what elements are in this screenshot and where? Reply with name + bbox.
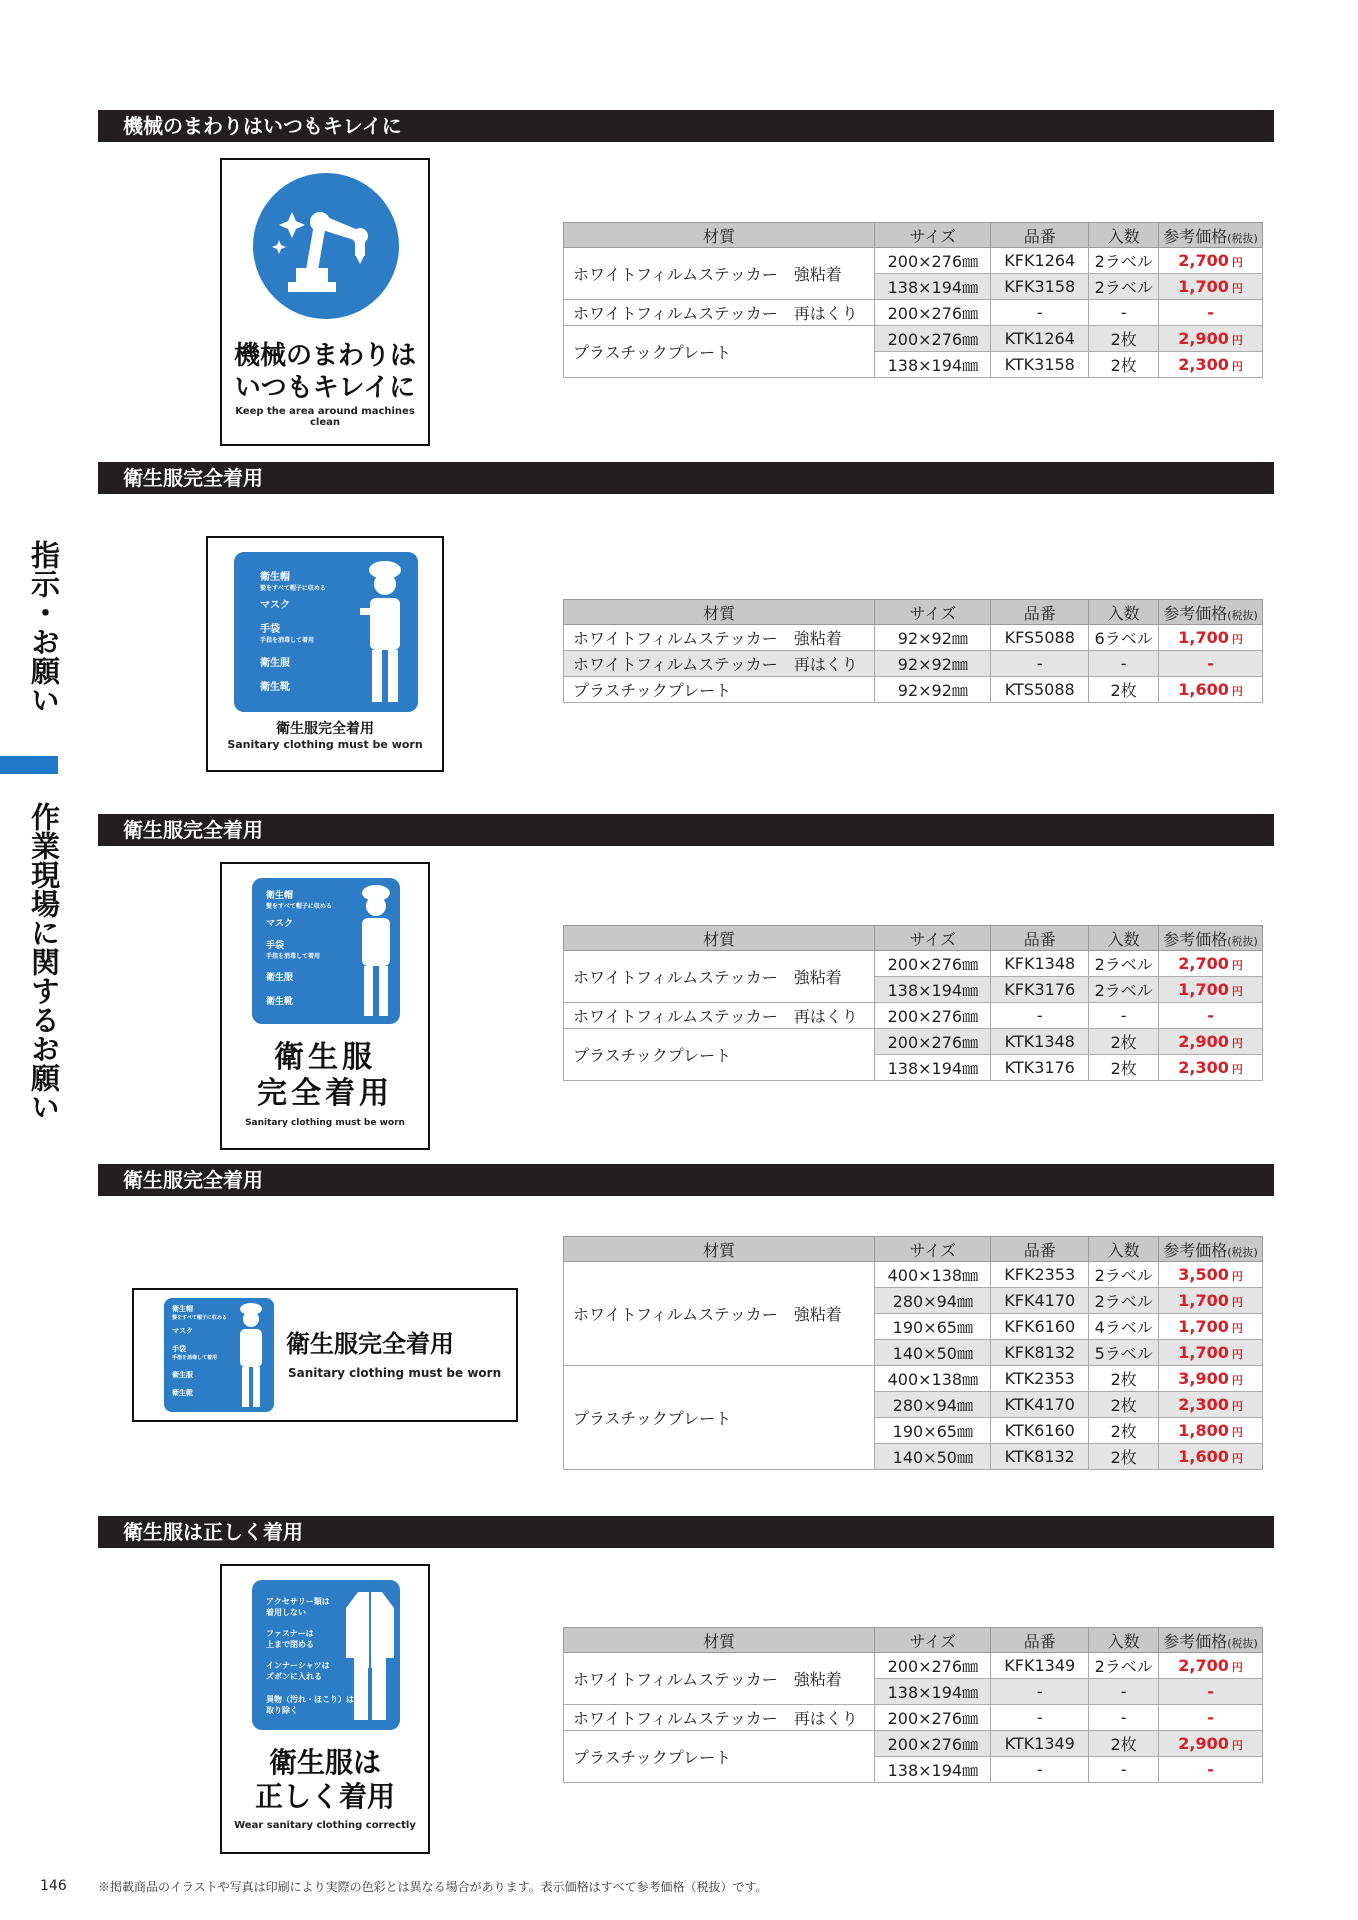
sign-label: 衛生服	[260, 658, 290, 669]
code-cell: KTK1264	[991, 326, 1089, 352]
price-cell: 1,800 円	[1159, 1418, 1263, 1444]
size-cell: 138×194㎜	[875, 1757, 991, 1783]
section-title: 衛生服完全着用	[98, 462, 1274, 494]
material-cell: プラスチックプレート	[564, 677, 875, 703]
header-size: サイズ	[875, 600, 991, 625]
product-sign-image	[206, 536, 444, 772]
material-cell: ホワイトフィルムステッカー 再はくり	[564, 651, 875, 677]
price-cell: -	[1159, 1679, 1263, 1705]
qty-cell: 2ラベル	[1089, 977, 1159, 1003]
code-cell: KTK8132	[991, 1444, 1089, 1470]
header-qty: 入数	[1089, 1237, 1159, 1262]
price-cell: 2,300 円	[1159, 1392, 1263, 1418]
machine-icon	[252, 172, 400, 320]
material-cell: プラスチックプレート	[564, 1366, 875, 1470]
sign-title-line1: 機械のまわりは	[233, 341, 416, 371]
table-row	[564, 951, 1263, 977]
sign-label: マスク	[266, 919, 294, 929]
qty-cell: 2枚	[1089, 1366, 1159, 1392]
size-cell: 200×276㎜	[875, 1003, 991, 1029]
code-cell: KFK3176	[991, 977, 1089, 1003]
header-material: 材質	[564, 600, 875, 625]
size-cell: 200×276㎜	[875, 1653, 991, 1679]
sidebar-accent-bar	[0, 756, 58, 774]
header-price: 参考価格(税抜)	[1159, 1237, 1263, 1262]
size-cell: 138×194㎜	[875, 977, 991, 1003]
sign-title-line2: 完全着用	[257, 1076, 393, 1111]
sign-label: 異物（汚れ・ほこり）は 取り除く	[266, 1695, 354, 1715]
qty-cell: 2枚	[1089, 352, 1159, 378]
header-size: サイズ	[875, 1237, 991, 1262]
size-cell: 280×94㎜	[875, 1288, 991, 1314]
spec-table	[563, 222, 1263, 378]
table-header-row	[564, 1628, 1263, 1653]
material-cell: プラスチックプレート	[564, 1029, 875, 1081]
size-cell: 92×92㎜	[875, 677, 991, 703]
price-cell: 2,700 円	[1159, 1653, 1263, 1679]
header-code: 品番	[991, 600, 1089, 625]
code-cell: KFK1264	[991, 248, 1089, 274]
size-cell: 200×276㎜	[875, 326, 991, 352]
code-cell: KFK1348	[991, 951, 1089, 977]
material-cell: ホワイトフィルムステッカー 強粘着	[564, 1653, 875, 1705]
sign-label: 衛生靴	[266, 997, 294, 1007]
code-cell: KTK6160	[991, 1418, 1089, 1444]
qty-cell: 2ラベル	[1089, 1288, 1159, 1314]
table-row	[564, 1003, 1263, 1029]
worker-icon	[234, 1302, 268, 1410]
header-size: サイズ	[875, 926, 991, 951]
spec-table	[563, 925, 1263, 1081]
size-cell: 200×276㎜	[875, 300, 991, 326]
sign-title-line2: いつもキレイに	[234, 373, 416, 403]
section-title: 衛生服完全着用	[98, 1164, 1274, 1196]
qty-cell: -	[1089, 651, 1159, 677]
product-sign-image	[132, 1288, 518, 1422]
code-cell: KTK3176	[991, 1055, 1089, 1081]
code-cell: KFK2353	[991, 1262, 1089, 1288]
material-cell: ホワイトフィルムステッカー 強粘着	[564, 248, 875, 300]
material-cell: プラスチックプレート	[564, 326, 875, 378]
price-cell: 3,900 円	[1159, 1366, 1263, 1392]
code-cell: -	[991, 1679, 1089, 1705]
table-row	[564, 1029, 1263, 1055]
price-cell: 2,300 円	[1159, 352, 1263, 378]
table-row	[564, 300, 1263, 326]
sign-label: インナーシャツは ズボンに入れる	[266, 1661, 330, 1681]
sign-label: 衛生帽 髪をすべて帽子に収める	[266, 891, 332, 910]
price-cell: 2,900 円	[1159, 326, 1263, 352]
code-cell: KTS5088	[991, 677, 1089, 703]
code-cell: KFK3158	[991, 274, 1089, 300]
price-cell: 2,900 円	[1159, 1731, 1263, 1757]
header-size: サイズ	[875, 1628, 991, 1653]
code-cell: -	[991, 1003, 1089, 1029]
section-title: 機械のまわりはいつもキレイに	[98, 110, 1274, 142]
sign-english-text: Sanitary clothing must be worn	[245, 1118, 405, 1128]
code-cell: KFS5088	[991, 625, 1089, 651]
size-cell: 138×194㎜	[875, 274, 991, 300]
header-material: 材質	[564, 1628, 875, 1653]
header-qty: 入数	[1089, 926, 1159, 951]
sign-label: 衛生帽 髪をすべて帽子に収める	[172, 1305, 227, 1321]
section-title: 衛生服完全着用	[98, 814, 1274, 846]
qty-cell: 5ラベル	[1089, 1340, 1159, 1366]
sign-label: 衛生服	[266, 973, 294, 983]
size-cell: 140×50㎜	[875, 1340, 991, 1366]
price-cell: 2,300 円	[1159, 1055, 1263, 1081]
qty-cell: 2枚	[1089, 1418, 1159, 1444]
sign-label: 衛生靴	[260, 682, 290, 693]
table-row	[564, 1653, 1263, 1679]
size-cell: 400×138㎜	[875, 1366, 991, 1392]
footer-note: ※掲載商品のイラストや写真は印刷により実際の色彩とは異なる場合があります。表示価格はすべて参考価格（税抜）です。	[98, 1880, 768, 1894]
section-title: 衛生服は正しく着用	[98, 1516, 1274, 1548]
sign-label: 手袋 手指を消毒して着用	[260, 624, 315, 644]
qty-cell: -	[1089, 1705, 1159, 1731]
size-cell: 190×65㎜	[875, 1418, 991, 1444]
uniform-icon	[342, 1588, 398, 1726]
size-cell: 140×50㎜	[875, 1444, 991, 1470]
price-cell: -	[1159, 300, 1263, 326]
price-cell: 2,700 円	[1159, 951, 1263, 977]
table-header-row	[564, 1237, 1263, 1262]
header-price: 参考価格(税抜)	[1159, 600, 1263, 625]
qty-cell: 6ラベル	[1089, 625, 1159, 651]
size-cell: 200×276㎜	[875, 1705, 991, 1731]
sign-label: アクセサリー類は 着用しない	[266, 1597, 330, 1617]
code-cell: KTK1349	[991, 1731, 1089, 1757]
code-cell: -	[991, 300, 1089, 326]
product-sign-image	[220, 1564, 430, 1854]
qty-cell: 2枚	[1089, 1731, 1159, 1757]
header-material: 材質	[564, 1237, 875, 1262]
qty-cell: -	[1089, 1757, 1159, 1783]
size-cell: 92×92㎜	[875, 651, 991, 677]
price-cell: 2,700 円	[1159, 248, 1263, 274]
price-cell: 1,700 円	[1159, 625, 1263, 651]
qty-cell: 2枚	[1089, 1392, 1159, 1418]
qty-cell: 2枚	[1089, 677, 1159, 703]
code-cell: KTK1348	[991, 1029, 1089, 1055]
sign-label: マスク	[260, 600, 290, 611]
page-number: 146	[40, 1878, 67, 1894]
size-cell: 280×94㎜	[875, 1392, 991, 1418]
code-cell: KFK4170	[991, 1288, 1089, 1314]
sidebar-category-label: 指示・お願い	[27, 540, 61, 714]
sign-title: 衛生服完全着用	[276, 721, 374, 737]
price-cell: 1,700 円	[1159, 1314, 1263, 1340]
code-cell: KFK1349	[991, 1653, 1089, 1679]
header-qty: 入数	[1089, 1628, 1159, 1653]
header-qty: 入数	[1089, 600, 1159, 625]
price-cell: 1,700 円	[1159, 977, 1263, 1003]
sign-english-text: Wear sanitary clothing correctly	[234, 1820, 416, 1831]
spec-table	[563, 1236, 1263, 1470]
sidebar-subcategory-label: 作業現場に関するお願い	[27, 802, 61, 1121]
product-sign-image	[220, 862, 430, 1150]
code-cell: KTK4170	[991, 1392, 1089, 1418]
table-row	[564, 248, 1263, 274]
qty-cell: 2ラベル	[1089, 951, 1159, 977]
code-cell: -	[991, 1757, 1089, 1783]
price-cell: -	[1159, 1003, 1263, 1029]
qty-cell: -	[1089, 1003, 1159, 1029]
material-cell: ホワイトフィルムステッカー 強粘着	[564, 625, 875, 651]
price-cell: 3,500 円	[1159, 1262, 1263, 1288]
table-row	[564, 677, 1263, 703]
size-cell: 138×194㎜	[875, 1679, 991, 1705]
price-cell: -	[1159, 651, 1263, 677]
table-row	[564, 326, 1263, 352]
header-qty: 入数	[1089, 223, 1159, 248]
product-sign-image	[220, 158, 430, 446]
sign-english-text: Sanitary clothing must be worn	[288, 1366, 502, 1380]
qty-cell: 2枚	[1089, 1029, 1159, 1055]
size-cell: 200×276㎜	[875, 248, 991, 274]
size-cell: 138×194㎜	[875, 352, 991, 378]
header-price: 参考価格(税抜)	[1159, 223, 1263, 248]
size-cell: 200×276㎜	[875, 951, 991, 977]
qty-cell: -	[1089, 300, 1159, 326]
sign-title-line2: 正しく着用	[254, 1780, 395, 1813]
header-code: 品番	[991, 223, 1089, 248]
sign-english-text: Sanitary clothing must be worn	[227, 738, 423, 751]
size-cell: 138×194㎜	[875, 1055, 991, 1081]
price-cell: -	[1159, 1757, 1263, 1783]
size-cell: 200×276㎜	[875, 1029, 991, 1055]
sign-label: 手袋 手指を消毒して着用	[266, 941, 321, 960]
price-cell: 1,700 円	[1159, 1340, 1263, 1366]
qty-cell: 2ラベル	[1089, 248, 1159, 274]
price-cell: 1,600 円	[1159, 677, 1263, 703]
worker-icon	[360, 560, 410, 710]
sign-label: 衛生服	[172, 1371, 193, 1379]
material-cell: ホワイトフィルムステッカー 再はくり	[564, 1003, 875, 1029]
code-cell: KFK8132	[991, 1340, 1089, 1366]
sign-title-line1: 衛生服は	[268, 1746, 381, 1779]
price-cell: 1,700 円	[1159, 274, 1263, 300]
table-row	[564, 1705, 1263, 1731]
size-cell: 92×92㎜	[875, 625, 991, 651]
sign-label: マスク	[172, 1327, 193, 1335]
header-code: 品番	[991, 1628, 1089, 1653]
qty-cell: 4ラベル	[1089, 1314, 1159, 1340]
table-header-row	[564, 223, 1263, 248]
spec-table	[563, 1627, 1263, 1783]
table-header-row	[564, 600, 1263, 625]
header-size: サイズ	[875, 223, 991, 248]
qty-cell: 2枚	[1089, 1055, 1159, 1081]
table-row	[564, 1262, 1263, 1288]
sign-title-line1: 衛生服	[274, 1040, 376, 1075]
header-code: 品番	[991, 926, 1089, 951]
sign-label: ファスナーは 上まで閉める	[266, 1629, 314, 1649]
sign-english-text: Keep the area around machines clean	[235, 406, 415, 428]
material-cell: ホワイトフィルムステッカー 強粘着	[564, 1262, 875, 1366]
qty-cell: 2枚	[1089, 1444, 1159, 1470]
table-row	[564, 625, 1263, 651]
qty-cell: 2ラベル	[1089, 1262, 1159, 1288]
sign-title: 衛生服完全着用	[286, 1330, 454, 1358]
qty-cell: -	[1089, 1679, 1159, 1705]
price-cell: -	[1159, 1705, 1263, 1731]
code-cell: -	[991, 651, 1089, 677]
table-row	[564, 1366, 1263, 1392]
qty-cell: 2枚	[1089, 326, 1159, 352]
header-price: 参考価格(税抜)	[1159, 926, 1263, 951]
sign-label: 衛生靴	[172, 1389, 193, 1397]
table-header-row	[564, 926, 1263, 951]
price-cell: 1,700 円	[1159, 1288, 1263, 1314]
size-cell: 200×276㎜	[875, 1731, 991, 1757]
material-cell: ホワイトフィルムステッカー 強粘着	[564, 951, 875, 1003]
table-row	[564, 1731, 1263, 1757]
code-cell: KTK3158	[991, 352, 1089, 378]
header-material: 材質	[564, 926, 875, 951]
sign-label: 衛生帽 髪をすべて帽子に収める	[260, 572, 326, 592]
size-cell: 400×138㎜	[875, 1262, 991, 1288]
table-row	[564, 651, 1263, 677]
size-cell: 190×65㎜	[875, 1314, 991, 1340]
spec-table	[563, 599, 1263, 703]
qty-cell: 2ラベル	[1089, 274, 1159, 300]
code-cell: KTK2353	[991, 1366, 1089, 1392]
material-cell: プラスチックプレート	[564, 1731, 875, 1783]
worker-icon	[354, 884, 398, 1020]
material-cell: ホワイトフィルムステッカー 再はくり	[564, 1705, 875, 1731]
code-cell: -	[991, 1705, 1089, 1731]
code-cell: KFK6160	[991, 1314, 1089, 1340]
qty-cell: 2ラベル	[1089, 1653, 1159, 1679]
price-cell: 1,600 円	[1159, 1444, 1263, 1470]
sign-label: 手袋 手指を消毒して着用	[172, 1345, 218, 1361]
header-code: 品番	[991, 1237, 1089, 1262]
header-price: 参考価格(税抜)	[1159, 1628, 1263, 1653]
price-cell: 2,900 円	[1159, 1029, 1263, 1055]
header-material: 材質	[564, 223, 875, 248]
material-cell: ホワイトフィルムステッカー 再はくり	[564, 300, 875, 326]
